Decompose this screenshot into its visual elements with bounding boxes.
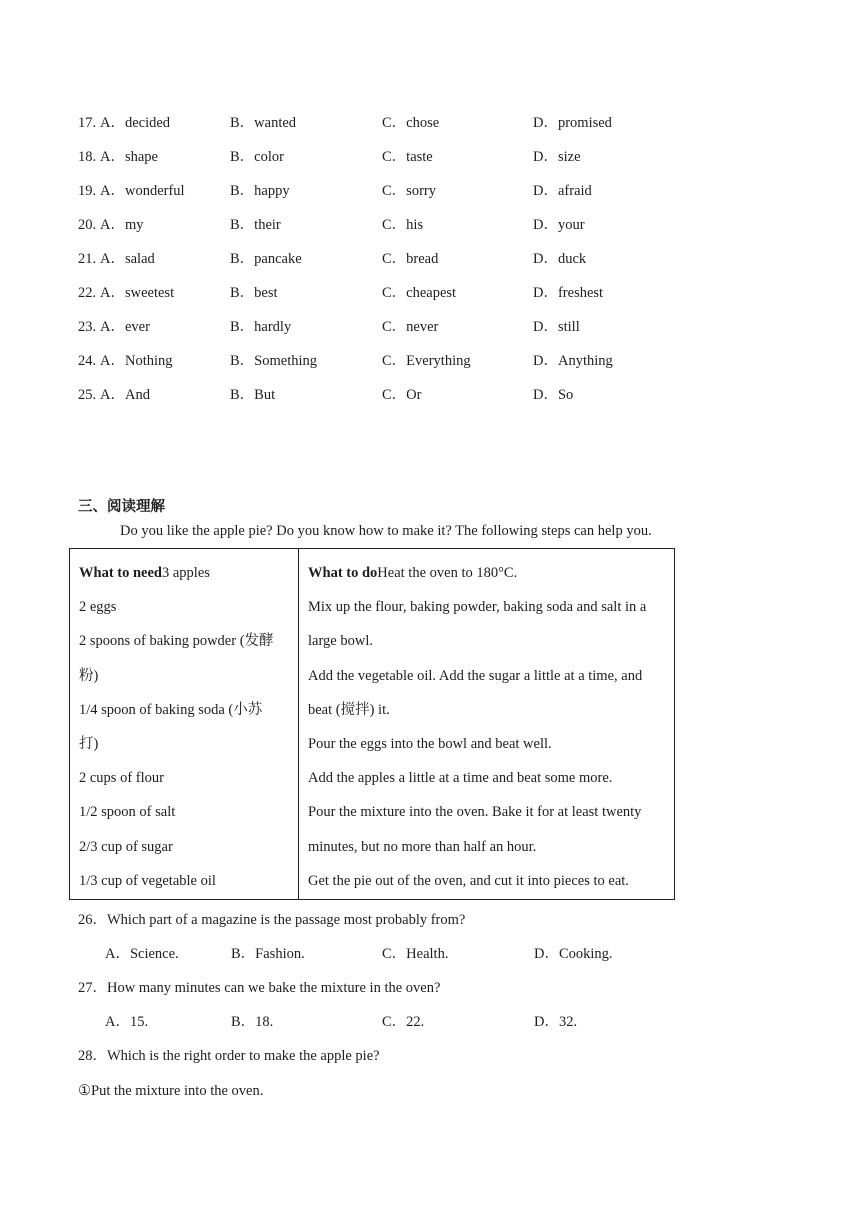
step-line: Add the vegetable oil. Add the sugar a little at a time, and — [308, 667, 643, 684]
option-c: C．sorry — [382, 183, 436, 199]
option-c: C．Health. — [382, 946, 449, 962]
option-c: C．22. — [382, 1014, 425, 1030]
option-c: C．taste — [382, 149, 433, 165]
option-b: B．hardly — [230, 319, 292, 335]
ingredient-line: 2 cups of flour — [79, 770, 164, 787]
ingredient-line — [79, 563, 291, 597]
option-a: A．salad — [100, 251, 155, 267]
option-b: B．best — [230, 285, 278, 301]
option-b: B．pancake — [230, 251, 302, 267]
option-b: B．color — [230, 149, 284, 165]
ingredients-heading: What to need — [79, 565, 162, 581]
option-b: B．18. — [231, 1014, 274, 1030]
question-28: 28．Which is the right order to make the apple pie? — [78, 1048, 380, 1064]
option-c: C．Everything — [382, 353, 471, 369]
option-a: A．Science. — [105, 946, 179, 962]
option-d: D．promised — [533, 115, 612, 131]
ingredient-line: 1/3 cup of vegetable oil — [79, 872, 216, 889]
step-line: Pour the mixture into the oven. Bake it for at least twenty — [308, 804, 642, 821]
step-line — [308, 563, 672, 597]
option-a: A．wonderful — [100, 183, 185, 199]
step-line: Get the pie out of the oven, and cut it into pieces to eat. — [308, 872, 629, 889]
step-line: Mix up the flour, baking powder, baking soda and salt in a — [308, 599, 647, 616]
question-number: 21. — [78, 251, 97, 267]
option-c: C．his — [382, 217, 424, 233]
option-b: B．happy — [230, 183, 290, 199]
question-number: 24. — [78, 353, 97, 369]
option-d: D．your — [533, 217, 585, 233]
ingredient-item: 3 apples — [161, 565, 210, 581]
option-b: B．their — [230, 217, 281, 233]
step-line: large bowl. — [308, 633, 373, 650]
option-b: B．Something — [230, 353, 318, 369]
option-c: C．Or — [382, 387, 422, 403]
option-b: B．Fashion. — [231, 946, 305, 962]
option-a: A．15. — [105, 1014, 149, 1030]
option-d: D．size — [533, 149, 581, 165]
option-a: A．Nothing — [100, 353, 173, 369]
option-a: A．my — [100, 217, 144, 233]
ingredient-line: 1/4 spoon of baking soda (小苏 — [79, 701, 263, 718]
option-d: D．freshest — [533, 285, 604, 301]
question-26: 26．Which part of a magazine is the passage most probably from? — [78, 912, 466, 928]
section-title: 三、阅读理解 — [78, 499, 165, 515]
ingredient-line: 1/2 spoon of salt — [79, 804, 176, 821]
step-line: Add the apples a little at a time and beat some more. — [308, 770, 613, 787]
option-d: D．So — [533, 387, 574, 403]
option-a: A．decided — [100, 115, 171, 131]
question-number: 25. — [78, 387, 97, 403]
steps-column — [308, 563, 672, 905]
option-c: C．chose — [382, 115, 440, 131]
step-line: Pour the eggs into the bowl and beat well. — [308, 735, 552, 752]
question-27: 27．How many minutes can we bake the mixture in the oven? — [78, 980, 441, 996]
steps-heading: What to do — [308, 565, 378, 581]
option-a: A．sweetest — [100, 285, 175, 301]
ingredient-line: 粉) — [79, 667, 99, 684]
ingredient-line: 2 eggs — [79, 599, 117, 616]
option-a: A．ever — [100, 319, 150, 335]
option-b: B．But — [230, 387, 276, 403]
question-number: 19. — [78, 183, 97, 199]
option-b: B．wanted — [230, 115, 297, 131]
table-divider — [298, 549, 299, 899]
question-number: 23. — [78, 319, 97, 335]
ingredient-line: 打) — [79, 735, 99, 752]
ingredients-column — [79, 563, 291, 905]
recipe-table — [69, 548, 675, 900]
step-text: Heat the oven to 180°C. — [377, 565, 518, 581]
option-a: A．And — [100, 387, 150, 403]
option-d: D．afraid — [533, 183, 592, 199]
ingredient-line: 2 spoons of baking powder (发酵 — [79, 633, 274, 650]
option-c: C．never — [382, 319, 439, 335]
option-d: D．Anything — [533, 353, 613, 369]
ingredient-line: 2/3 cup of sugar — [79, 838, 173, 855]
order-item-1: ①Put the mixture into the oven. — [78, 1083, 264, 1099]
step-line: minutes, but no more than half an hour. — [308, 838, 537, 855]
option-d: D．duck — [533, 251, 587, 267]
option-d: D．32. — [534, 1014, 578, 1030]
option-c: C．cheapest — [382, 285, 457, 301]
option-d: D．still — [533, 319, 580, 335]
step-line: beat (搅拌) it. — [308, 701, 390, 718]
passage-intro: Do you like the apple pie? Do you know how to make it? The following steps can help you. — [120, 523, 652, 539]
option-d: D．Cooking. — [534, 946, 613, 962]
option-c: C．bread — [382, 251, 439, 267]
question-number: 17. — [78, 115, 97, 131]
question-number: 20. — [78, 217, 97, 233]
question-number: 22. — [78, 285, 97, 301]
option-a: A．shape — [100, 149, 158, 165]
question-number: 18. — [78, 149, 97, 165]
